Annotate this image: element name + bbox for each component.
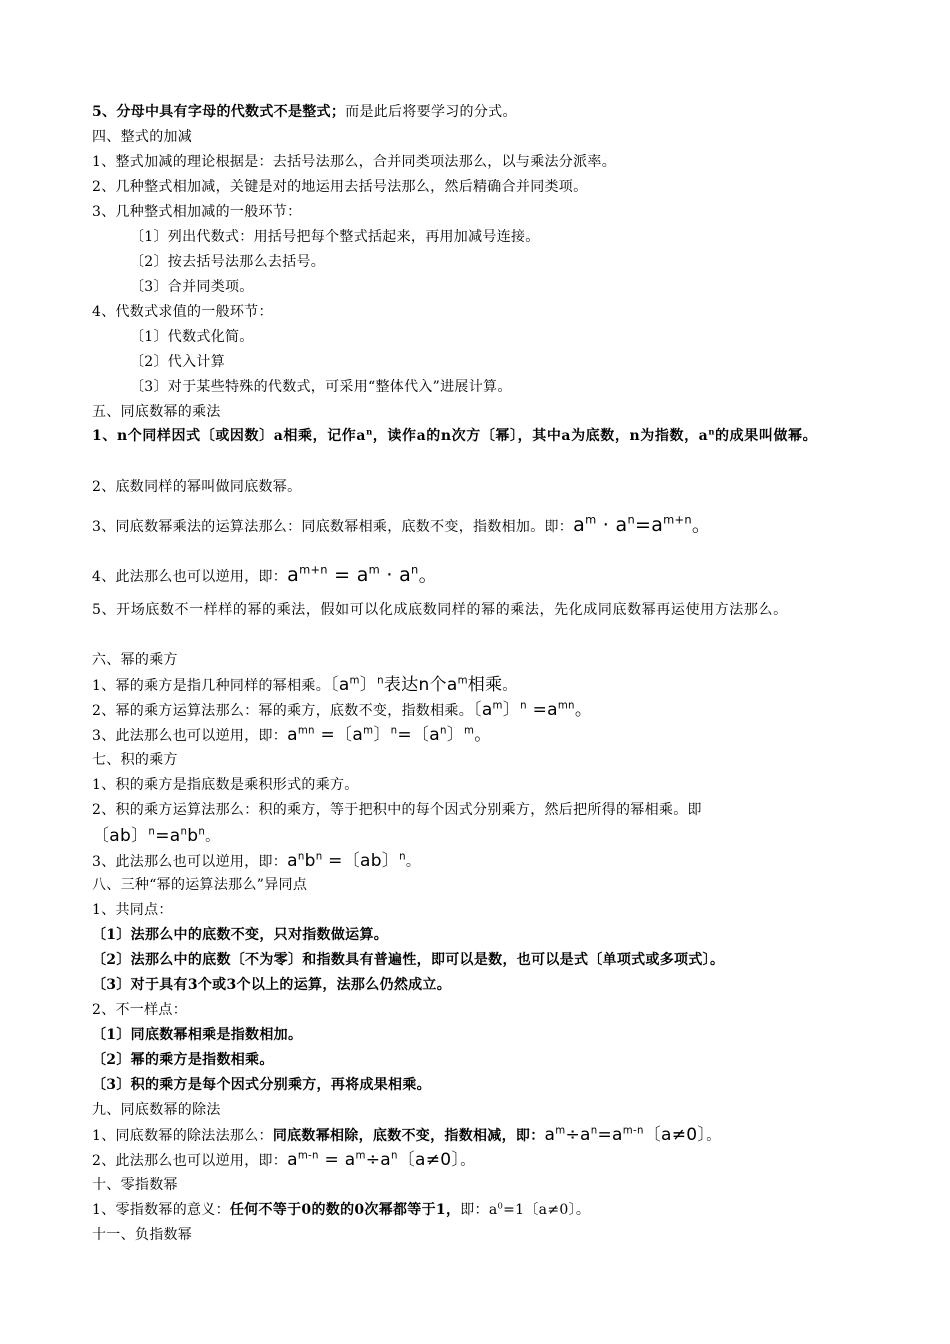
formula-line: 4、此法那么也可以逆用，即：$a^{m+n} = a^m \cdot a^n$。 <box>92 562 438 586</box>
formula: $a^m\div a^n=a^{m-n}$〔a≠0〕 <box>544 1125 707 1145</box>
formula-line: 〔ab〕$^n=a^nb^n$。 <box>92 826 220 846</box>
section-heading-7: 七、积的乘方 <box>92 752 178 768</box>
line-rule-5 <box>92 102 862 122</box>
section-heading-6: 六、幂的乘方 <box>92 652 178 668</box>
paragraph-line: 2、不一样点： <box>92 1002 188 1018</box>
bold-item: 〔1〕法那么中的底数不变，只对指数做运算。 <box>92 927 389 943</box>
formula: 〔$a^m$〕$^n$表达n个$a^m$相乘 <box>330 675 503 695</box>
formula-line: 2、此法那么也可以逆用，即：$a^{m-n} = a^m\div a^n$〔a≠0〕。 <box>92 1150 475 1170</box>
section-heading-9: 九、同底数幂的除法 <box>92 1102 221 1118</box>
bold-item: 〔3〕积的乘方是每个因式分别乘方，再将成果相乘。 <box>92 1077 431 1093</box>
section-heading-5: 五、同底数幂的乘法 <box>92 404 221 420</box>
paragraph-line: 2、底数同样的幂叫做同底数幂。 <box>92 479 302 495</box>
bold-item: 〔2〕法那么中的底数〔不为零〕和指数具有普遍性，即可以是数，也可以是式〔单项式或多项式〕。 <box>92 952 725 968</box>
formula-line: 1、同底数幂的除法法那么：同底数幂相除，底数不变，指数相减，即：$a^m\div a^n=a^{m-n}$〔a≠0〕。 <box>92 1125 721 1145</box>
sub-item: 〔3〕合并同类项。 <box>130 279 254 295</box>
formula: $a^{m+n} = a^m \cdot a^n$。 <box>287 562 438 586</box>
paragraph-line: 2、积的乘方运算法那么：积的乘方，等于把积中的每个因式分别乘方，然后把所得的幂相乘。即 <box>92 802 702 818</box>
paragraph-line: 4、代数式求值的一般环节： <box>92 304 273 320</box>
sub-item: 〔1〕代数式化简。 <box>130 329 254 345</box>
section-heading-10: 十、零指数幂 <box>92 1177 178 1193</box>
text: 而是此后将要学习的分式。 <box>345 104 517 120</box>
formula: $a^{mn}$ =〔$a^m$〕$^n$=〔$a^n$〕$^m$。 <box>287 725 492 745</box>
sub-item: 〔2〕按去括号法那么去括号。 <box>130 254 326 270</box>
formula: $a^m \cdot a^n=a^{m+n}$。 <box>573 512 712 536</box>
sub-item: 〔1〕列出代数式：用括号把每个整式括起来，再用加减号连接。 <box>130 229 540 245</box>
paragraph-line: 1、共同点： <box>92 902 173 918</box>
formula-line: 3、同底数幂乘法的运算法那么：同底数幂相乘，底数不变，指数相加。即：$a^m \cdot a^n=a^{m+n}$。 <box>92 512 712 536</box>
paragraph: 5、开场底数不一样样的幂的乘法，假如可以化成底数同样的幂的乘法，先化成同底数幂再运使用方法那么。 <box>92 602 788 618</box>
paragraph-line: 3、几种整式相加减的一般环节： <box>92 204 302 220</box>
formula: $a^{m-n} = a^m\div a^n$〔a≠0〕 <box>287 1150 461 1170</box>
paragraph-line: 2、几种整式相加减，关键是对的地运用去括号法那么，然后精确合并同类项。 <box>92 179 588 195</box>
paragraph-line: 1、整式加减的理论根据是：去括号法那么，合并同类项法那么，以与乘法分派率。 <box>92 154 617 170</box>
formula: 〔$a^m$〕$^n =a^{mn}$。 <box>473 700 593 720</box>
section-heading-4: 四、整式的加减 <box>92 129 193 145</box>
formula: 〔ab〕$^n=a^nb^n$ <box>92 826 206 846</box>
bold-item: 〔2〕幂的乘方是指数相乘。 <box>92 1052 274 1068</box>
formula: $a^nb^n$ =〔ab〕$^n$ <box>287 851 406 871</box>
bold-text: 5、分母中具有字母的代数式不是整式； <box>92 104 346 120</box>
formula-line: 3、此法那么也可以逆用，即：$a^{mn}$ =〔$a^m$〕$^n$=〔$a^n$〕$^m$。 <box>92 725 492 745</box>
section-heading-11: 十一、负指数幂 <box>92 1227 193 1243</box>
bold-item: 〔1〕同底数幂相乘是指数相加。 <box>92 1027 303 1043</box>
sub-item: 〔3〕对于某些特殊的代数式，可采用“整体代入”进展计算。 <box>130 379 512 395</box>
bold-item: 〔3〕对于具有3个或3个以上的运算，法那么仍然成立。 <box>92 977 452 993</box>
paragraph-line: 1、零指数幂的意义：任何不等于0的数的0次幂都等于1，即：$a^0=1$〔a≠0〕。 <box>92 1200 591 1218</box>
formula-line: 2、幂的乘方运算法那么：幂的乘方，底数不变，指数相乘。〔$a^m$〕$^n =a^{mn}$。 <box>92 700 593 720</box>
formula-line: 1、幂的乘方是指几种同样的幂相乘。〔$a^m$〕$^n$表达n个$a^m$相乘。 <box>92 675 517 695</box>
section-heading-8: 八、三种“幂的运算法那么”异同点 <box>92 877 308 893</box>
sub-item: 〔2〕代入计算 <box>130 354 226 370</box>
formula-line: 3、此法那么也可以逆用，即：$a^nb^n$ =〔ab〕$^n$。 <box>92 851 421 871</box>
definition-paragraph: 1、n个同样因式〔或因数〕a相乘，记作$a^n$，读作a的n次方〔幂〕，其中a为底数，n为指数，$a^n$的成果叫做幂。 <box>92 426 818 444</box>
paragraph-line: 1、积的乘方是指底数是乘积形式的乘方。 <box>92 777 359 793</box>
